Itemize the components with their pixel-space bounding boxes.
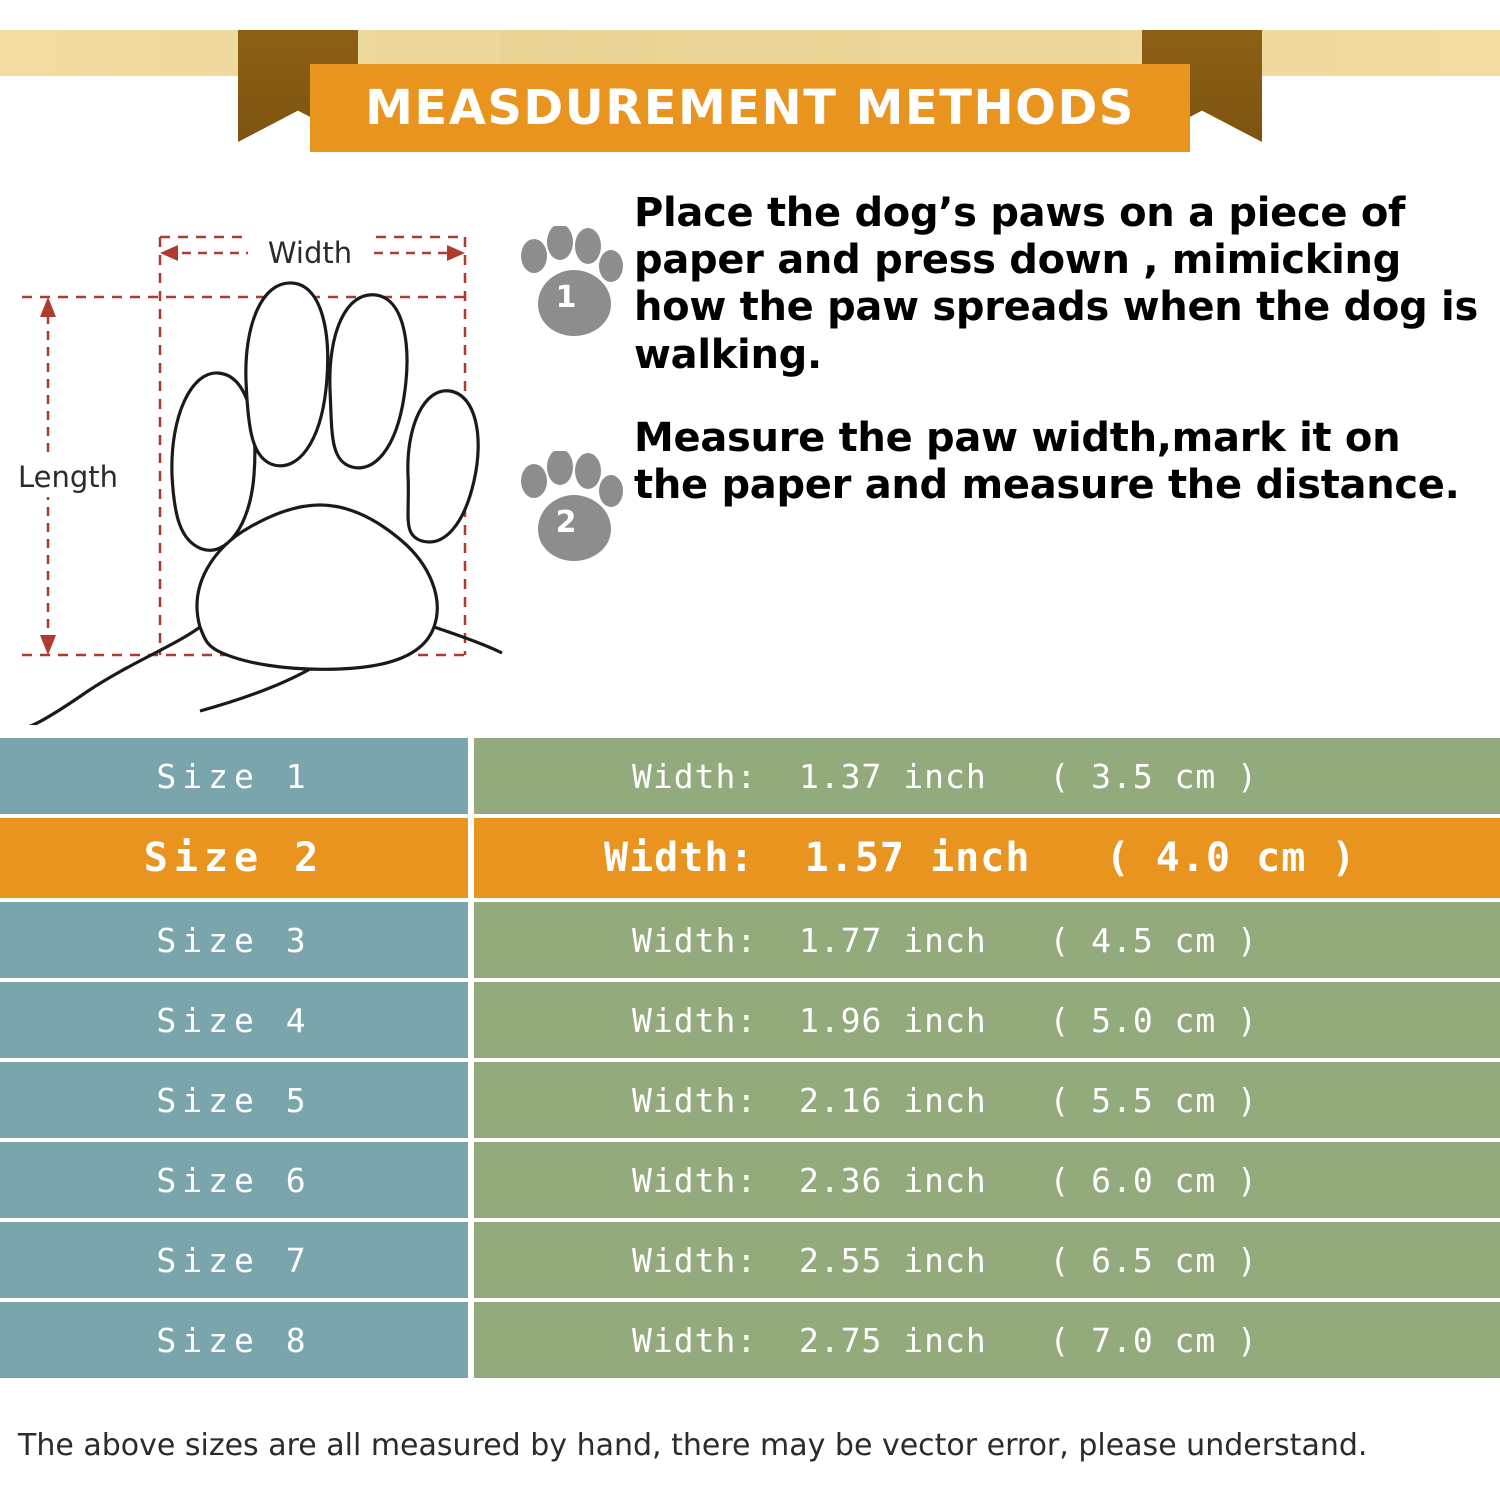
width-value: Width: 1.77 inch ( 4.5 cm ) <box>474 902 1500 978</box>
table-row <box>0 738 1500 814</box>
paw-diagram <box>10 175 510 725</box>
size-table <box>0 738 1500 1382</box>
instructions-list <box>512 190 1487 607</box>
size-label: Size 2 <box>0 818 468 898</box>
width-dimension-label: Width <box>267 236 353 270</box>
table-row <box>0 1142 1500 1218</box>
width-value: Width: 1.57 inch ( 4.0 cm ) <box>474 818 1500 898</box>
paw-print-icon-1 <box>512 226 634 346</box>
page-title: MEASDUREMENT METHODS <box>365 80 1135 136</box>
width-value: Width: 1.96 inch ( 5.0 cm ) <box>474 982 1500 1058</box>
size-label: Size 3 <box>0 902 468 978</box>
width-value: Width: 2.75 inch ( 7.0 cm ) <box>474 1302 1500 1378</box>
instruction-text-2: Measure the paw width,mark it on the paper and measure the distance. <box>634 414 1460 508</box>
size-label: Size 7 <box>0 1222 468 1298</box>
instruction-text-1: Place the dog’s paws on a piece of paper and press down , mimicking how the paw spreads when the dog is walking. <box>634 190 1478 378</box>
size-label: Size 6 <box>0 1142 468 1218</box>
paw-print-icon-2 <box>512 451 634 571</box>
instruction-item-2 <box>512 415 1487 571</box>
table-row <box>0 902 1500 978</box>
size-label: Size 8 <box>0 1302 468 1378</box>
banner <box>0 18 1500 158</box>
step-number-1: 1 <box>555 280 577 315</box>
width-value: Width: 2.16 inch ( 5.5 cm ) <box>474 1062 1500 1138</box>
paw-outline-icon <box>10 175 510 725</box>
table-row <box>0 1302 1500 1378</box>
width-value: Width: 2.36 inch ( 6.0 cm ) <box>474 1142 1500 1218</box>
size-label: Size 4 <box>0 982 468 1058</box>
step-number-2: 2 <box>555 504 577 540</box>
size-label: Size 5 <box>0 1062 468 1138</box>
table-row <box>0 1062 1500 1138</box>
width-value: Width: 2.55 inch ( 6.5 cm ) <box>474 1222 1500 1298</box>
size-label: Size 1 <box>0 738 468 814</box>
banner-plate <box>310 64 1190 152</box>
width-value: Width: 1.37 inch ( 3.5 cm ) <box>474 738 1500 814</box>
table-row <box>0 1222 1500 1298</box>
measurement-illustration-area <box>0 165 1500 735</box>
table-row <box>0 982 1500 1058</box>
footnote-text: The above sizes are all measured by hand, there may be vector error, please understand. <box>18 1428 1368 1463</box>
instruction-item-1 <box>512 190 1487 379</box>
length-dimension-label: Length <box>17 460 119 494</box>
table-row-highlighted <box>0 818 1500 898</box>
